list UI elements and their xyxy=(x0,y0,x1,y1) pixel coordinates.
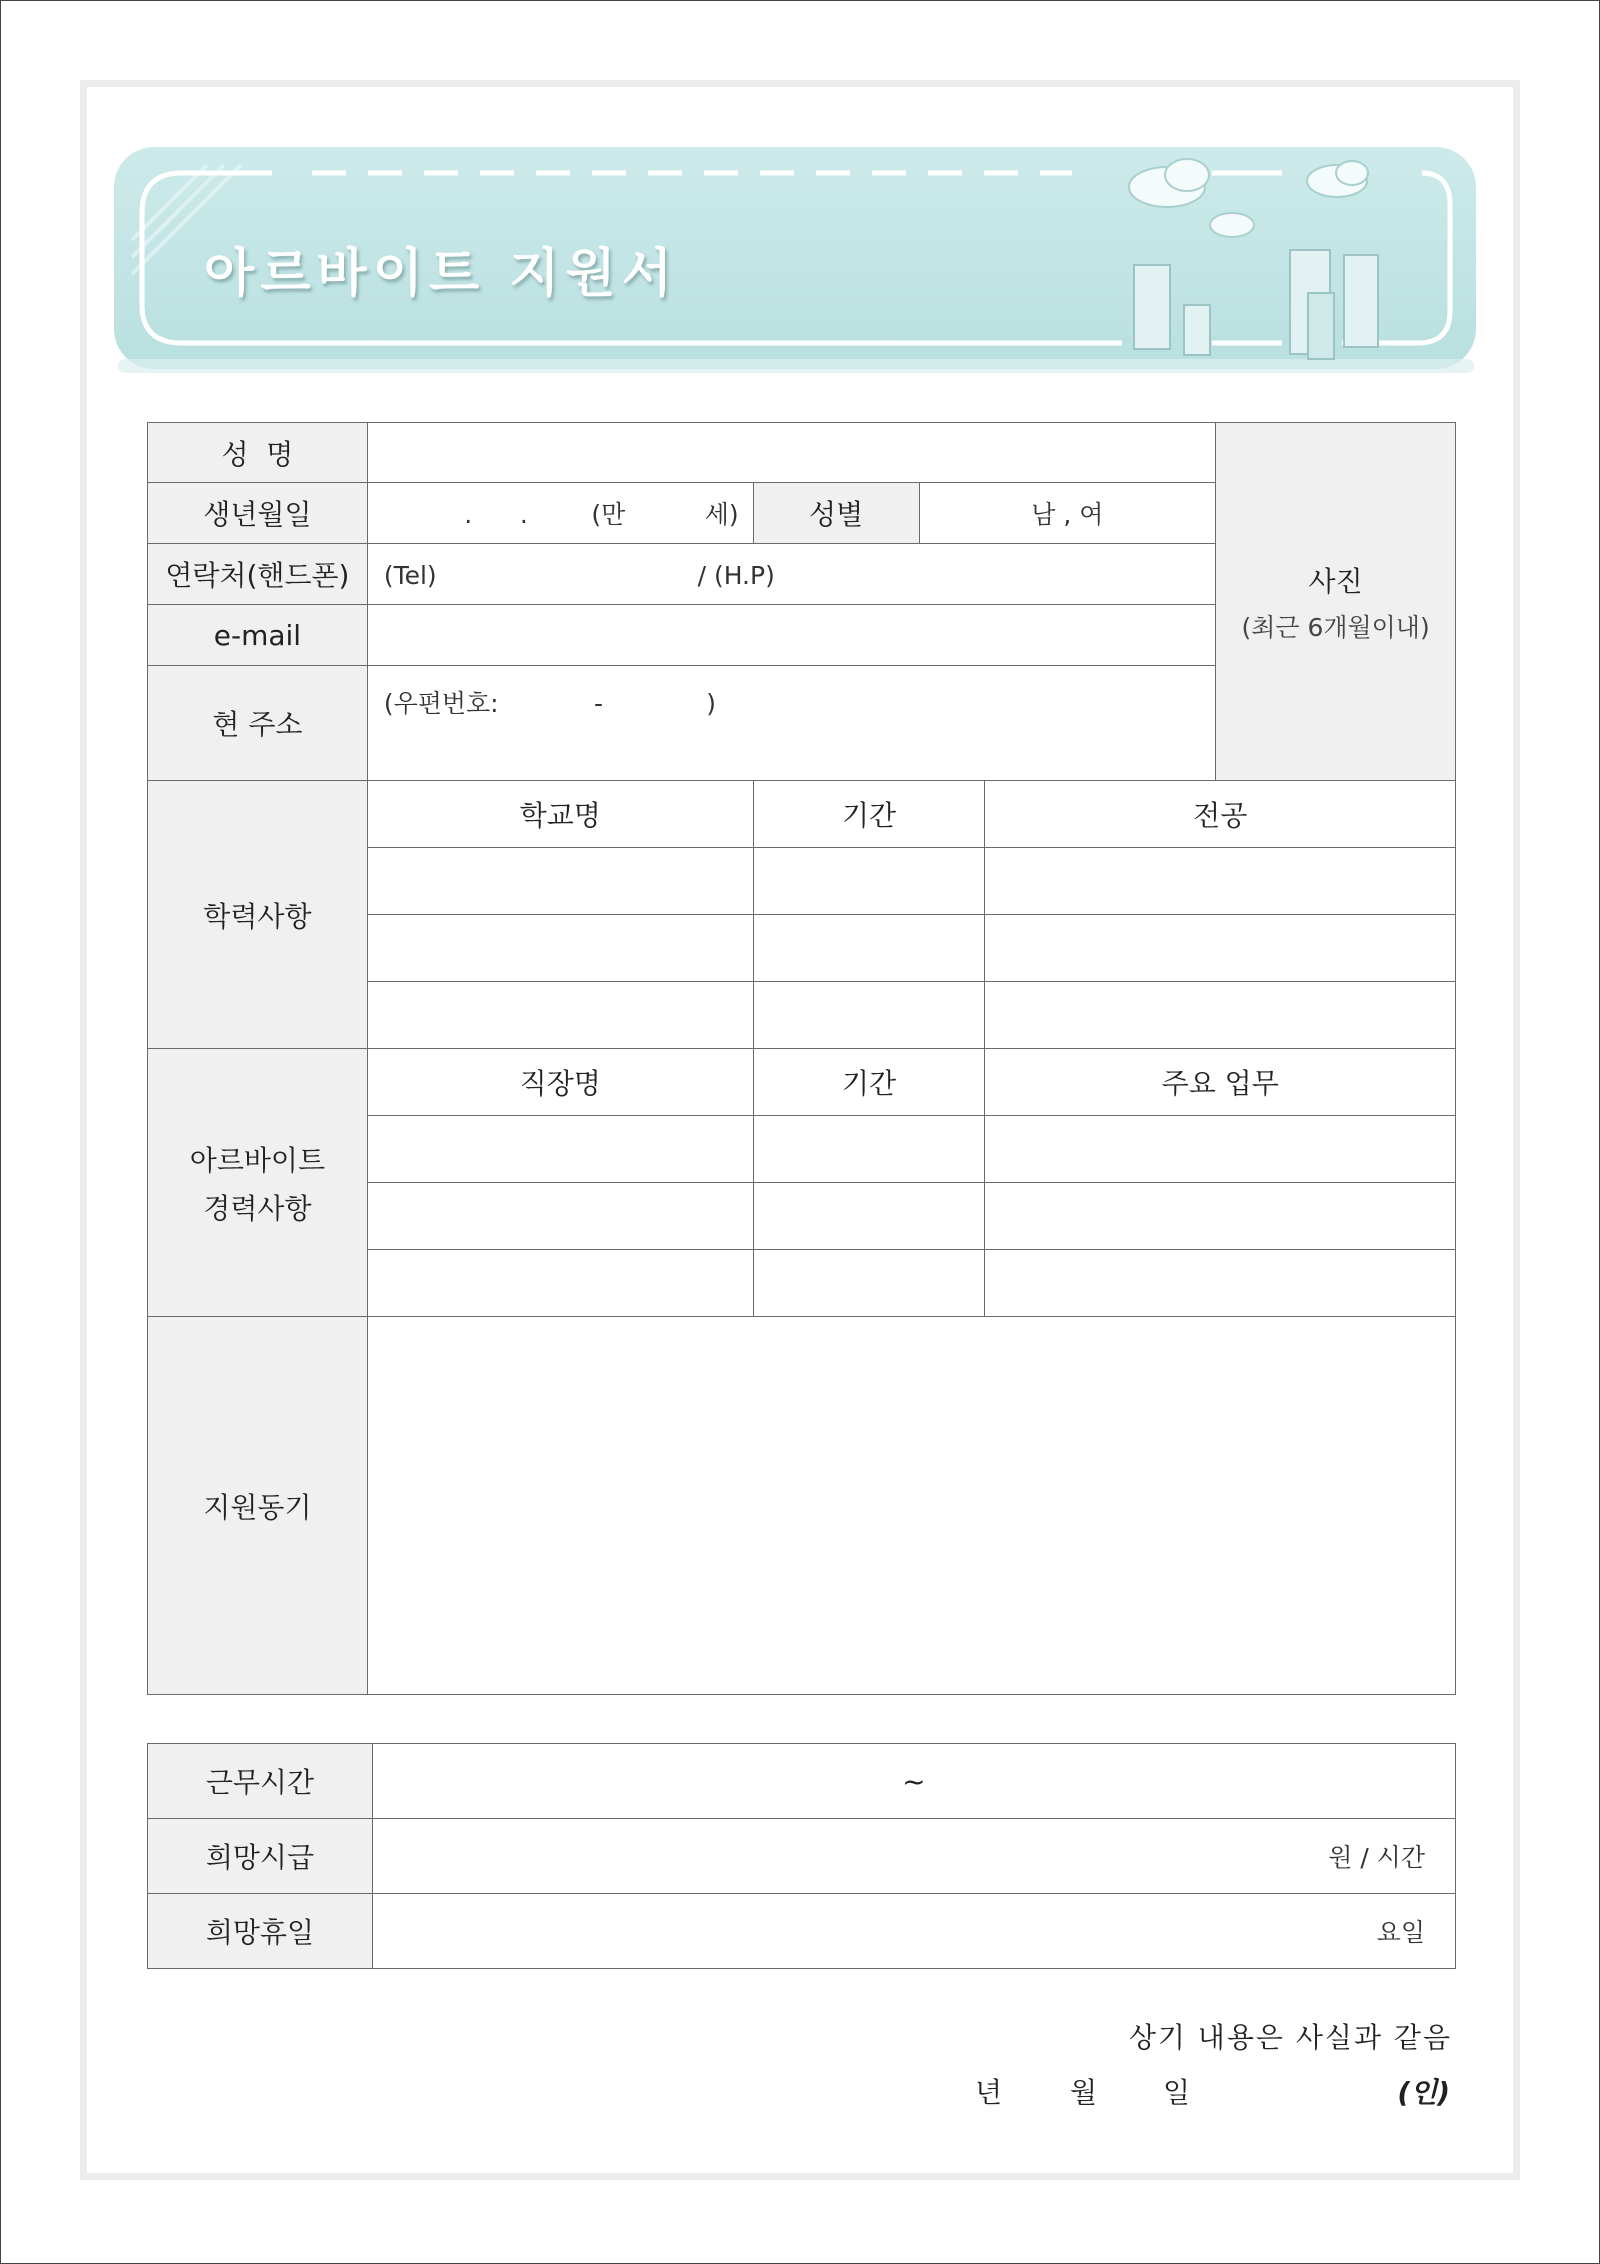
gender-label: 성별 xyxy=(753,483,919,544)
experience-cell[interactable] xyxy=(985,1116,1456,1183)
dayoff-field[interactable]: 요일 xyxy=(372,1894,1455,1969)
experience-cell[interactable] xyxy=(753,1183,985,1250)
email-field[interactable] xyxy=(367,605,1215,666)
education-header-period: 기간 xyxy=(753,781,985,848)
year-label: 년 xyxy=(975,2076,1003,2109)
education-cell[interactable] xyxy=(985,848,1456,915)
work-conditions-table xyxy=(147,1743,1456,1969)
month-label: 월 xyxy=(1070,2076,1098,2109)
education-header-school: 학교명 xyxy=(367,781,753,848)
motivation-field[interactable] xyxy=(367,1317,1455,1695)
experience-header-period: 기간 xyxy=(753,1049,985,1116)
contact-tel-label: (Tel) xyxy=(383,560,437,590)
address-field[interactable]: (우편번호: - ) xyxy=(367,666,1215,781)
photo-box[interactable] xyxy=(1216,423,1456,781)
contact-hp-label: / (H.P) xyxy=(697,560,775,590)
application-form-table xyxy=(147,422,1456,1695)
banner-title: 아르바이트 지원서 xyxy=(204,244,678,304)
experience-header-duties: 주요 업무 xyxy=(985,1049,1456,1116)
wage-field[interactable]: 원 / 시간 xyxy=(372,1819,1455,1894)
experience-cell[interactable] xyxy=(367,1183,753,1250)
contact-label: 연락처(핸드폰) xyxy=(148,544,368,605)
experience-cell[interactable] xyxy=(985,1250,1456,1317)
experience-cell[interactable] xyxy=(753,1116,985,1183)
education-cell[interactable] xyxy=(367,982,753,1049)
education-cell[interactable] xyxy=(753,982,985,1049)
dob-label: 생년월일 xyxy=(148,483,368,544)
day-label: 일 xyxy=(1163,2076,1191,2109)
experience-cell[interactable] xyxy=(367,1250,753,1317)
education-cell[interactable] xyxy=(367,915,753,982)
education-cell[interactable] xyxy=(367,848,753,915)
work-hours-label: 근무시간 xyxy=(148,1744,373,1819)
experience-cell[interactable] xyxy=(367,1116,753,1183)
wage-label: 희망시급 xyxy=(148,1819,373,1894)
dayoff-label: 희망휴일 xyxy=(148,1894,373,1969)
experience-cell[interactable] xyxy=(753,1250,985,1317)
experience-header-workplace: 직장명 xyxy=(367,1049,753,1116)
contact-field[interactable] xyxy=(367,544,1215,605)
experience-label-line1: 아르바이트 xyxy=(189,1143,326,1177)
education-cell[interactable] xyxy=(753,848,985,915)
photo-sublabel: (최근 6개월이내) xyxy=(1241,612,1430,642)
address-label: 현 주소 xyxy=(148,666,368,781)
name-field[interactable] xyxy=(367,423,1215,483)
photo-label: 사진 xyxy=(1308,564,1363,598)
experience-label xyxy=(148,1049,368,1317)
statement-text: 상기 내용은 사실과 같음 xyxy=(1128,2021,1452,2054)
education-header-major: 전공 xyxy=(985,781,1456,848)
education-cell[interactable] xyxy=(985,915,1456,982)
gender-field[interactable]: 남 , 여 xyxy=(919,483,1216,544)
experience-cell[interactable] xyxy=(985,1183,1456,1250)
seal-mark[interactable]: (인) xyxy=(1397,2076,1450,2109)
header-banner xyxy=(112,145,1480,377)
work-hours-field[interactable]: ~ xyxy=(372,1744,1455,1819)
name-label: 성 명 xyxy=(148,423,368,483)
email-label: e-mail xyxy=(148,605,368,666)
education-cell[interactable] xyxy=(753,915,985,982)
education-label: 학력사항 xyxy=(148,781,368,1049)
dob-field[interactable]: . . (만 세) xyxy=(367,483,753,544)
experience-label-line2: 경력사항 xyxy=(203,1191,312,1225)
education-cell[interactable] xyxy=(985,982,1456,1049)
motivation-label: 지원동기 xyxy=(148,1317,368,1695)
